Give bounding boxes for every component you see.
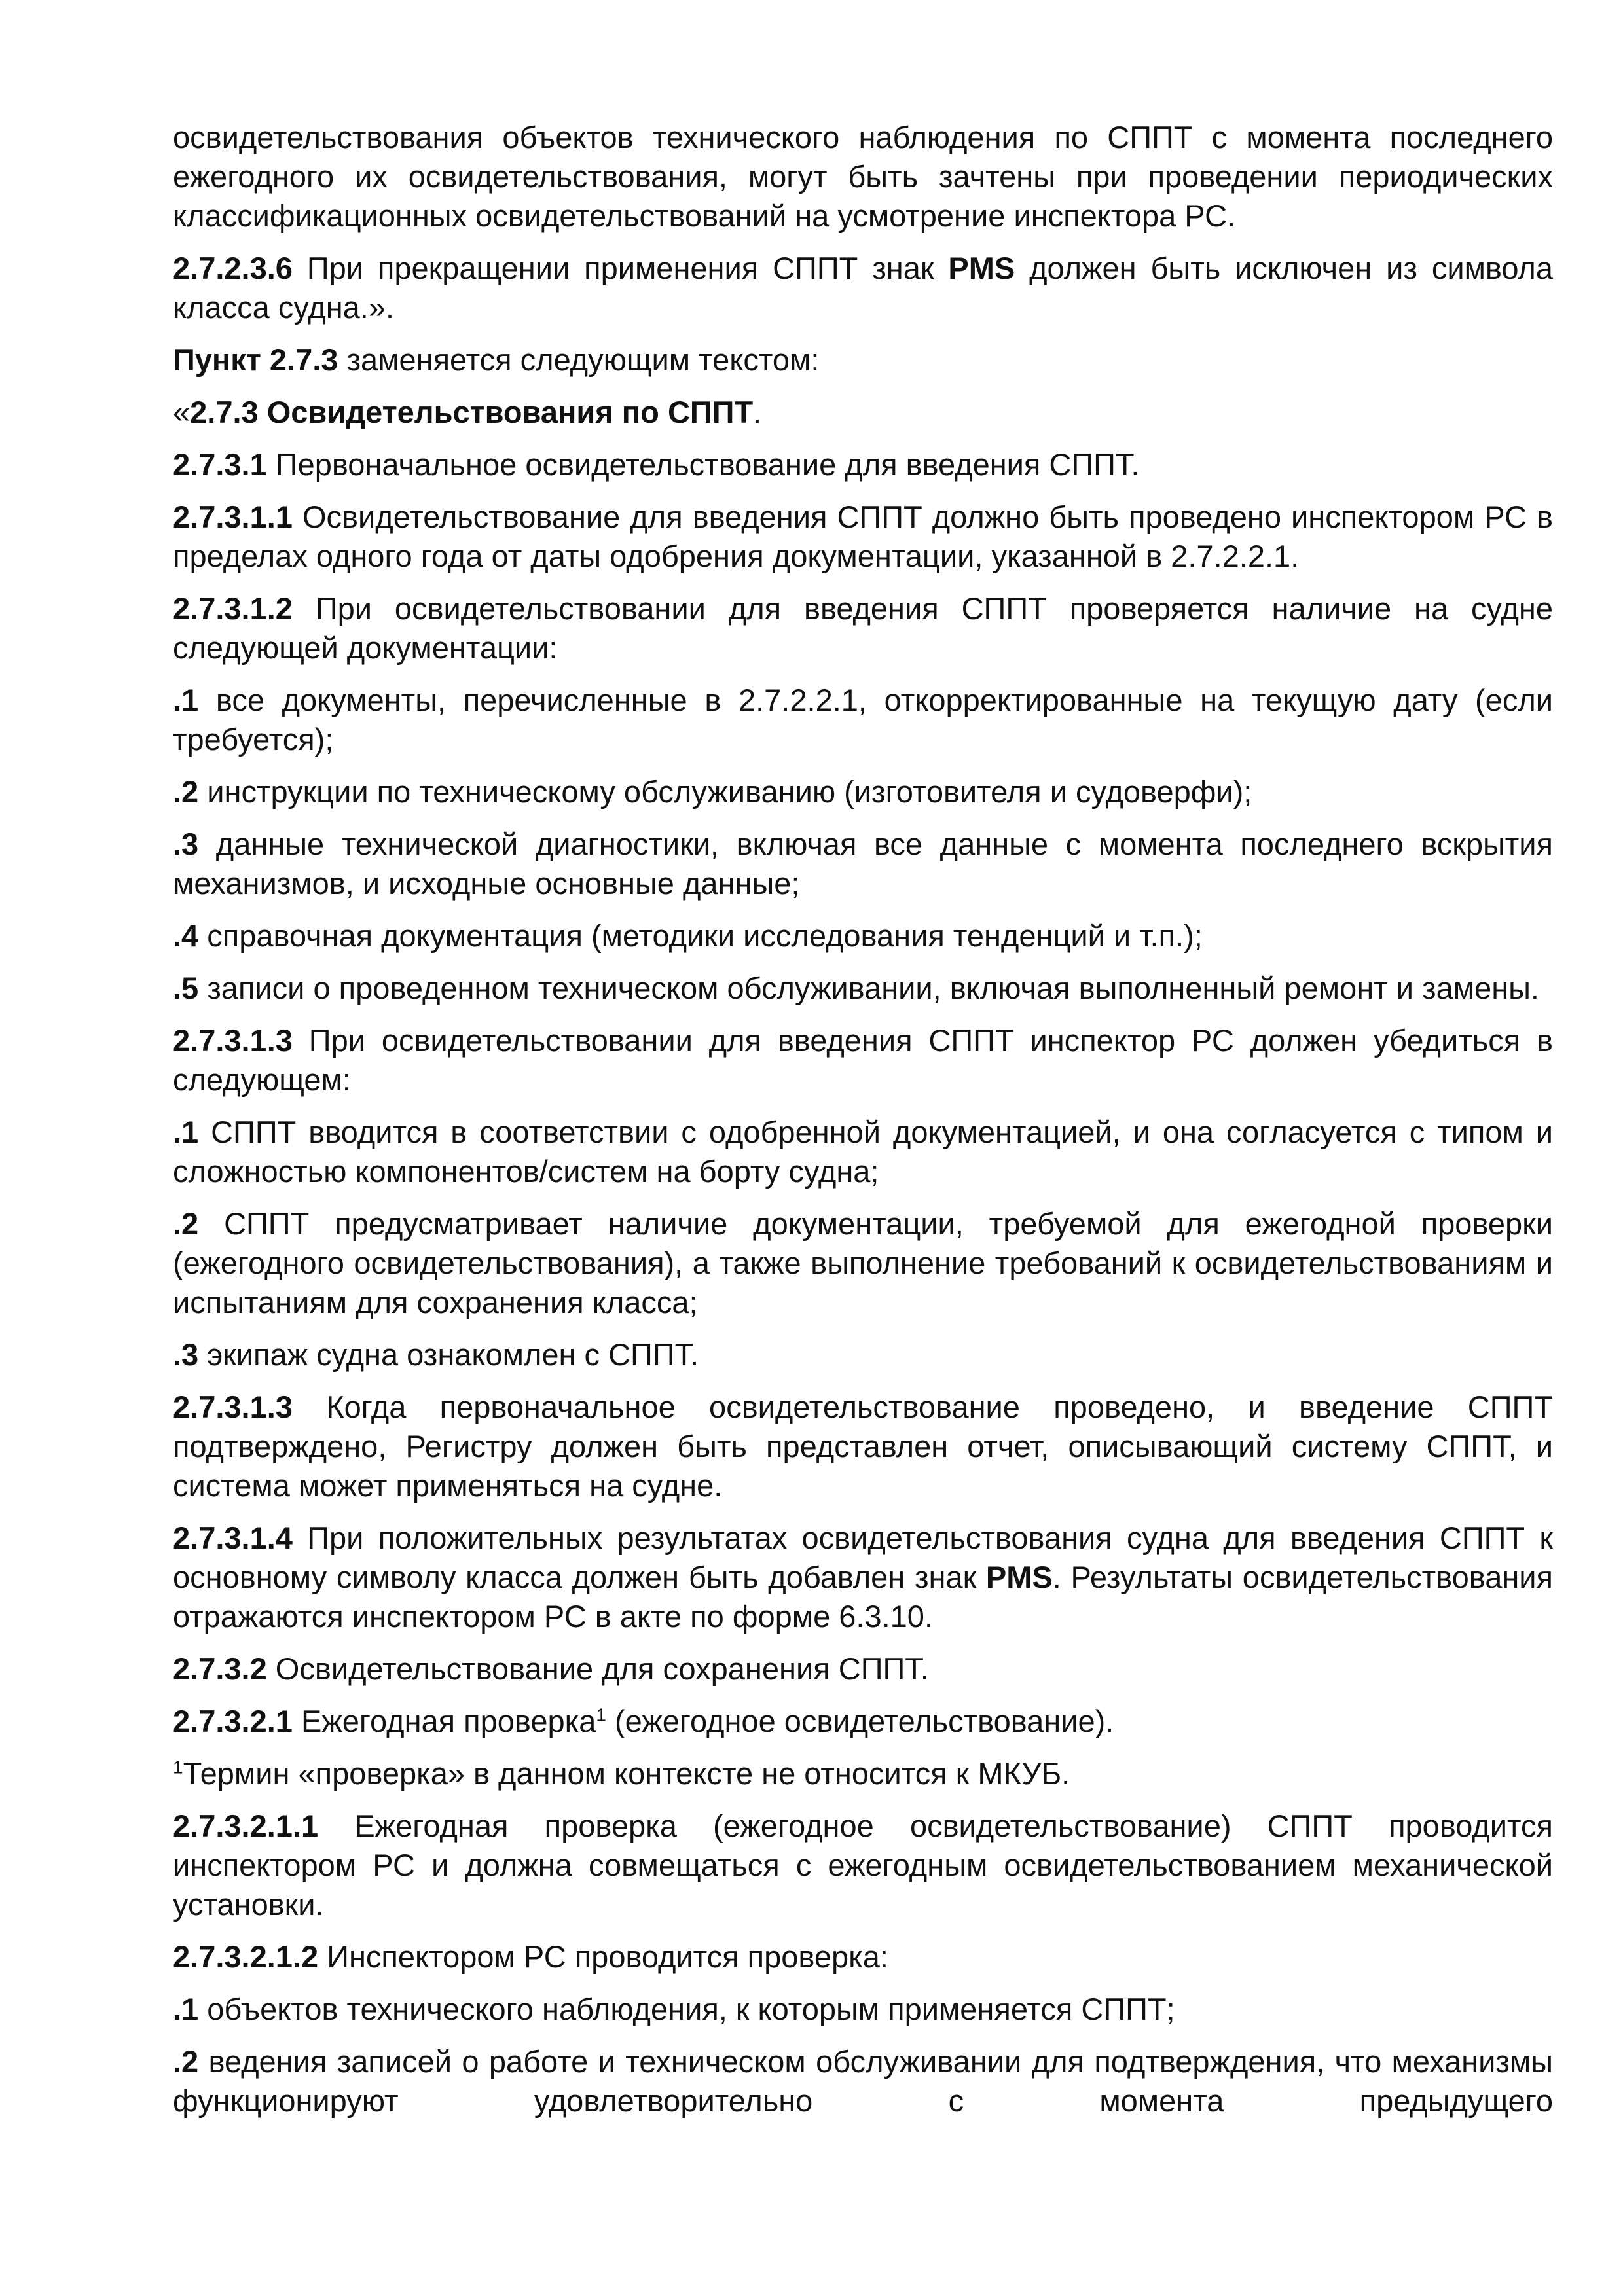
text-run: инструкции по техническому обслуживанию (изготовителя и судоверфи); (198, 774, 1252, 809)
bold-text: PMS (948, 251, 1015, 285)
paragraph (173, 393, 1553, 432)
bold-text: 2.7.3.2.1.2 (173, 1939, 319, 1974)
text-run: данные технической диагностики, включая все данные с момента последнего вскрытия механизмов, и исходные основные данные; (173, 827, 1553, 901)
list-item (173, 1990, 1553, 2029)
bold-text: 2.7.3.1 (173, 447, 267, 482)
text-run: объектов технического наблюдения, к которым применяется СППТ; (198, 1992, 1175, 2026)
text-run: освидетельствования объектов технического наблюдения по СППТ с момента последнего ежегодного их освидетельствования, могут быть зачтены при проведении периодических классификационных освидетельствований на усмотрение инспектора РС. (173, 120, 1553, 233)
bold-text: .4 (173, 918, 199, 953)
bold-text: 2.7.3.1.4 (173, 1520, 293, 1555)
paragraph (173, 340, 1553, 380)
text-run: . Результаты освидетельствования отражаются инспектором РС в акте по форме 6.3.10. (173, 1560, 1553, 1634)
bold-text: 2.7.3.1.2 (173, 591, 293, 626)
paragraph (173, 1649, 1553, 1689)
bold-text: 2.7.3 Освидетельствования по СППТ (190, 395, 754, 429)
bold-text: .5 (173, 971, 199, 1005)
text-run: Первоначальное освидетельствование для введения СППТ. (266, 447, 1140, 482)
bold-text: .3 (173, 1337, 199, 1372)
text-run: Освидетельствование для введения СППТ должно быть проведено инспектором РС в пределах одного года от даты одобрения документации, указанной в 2.7.2.2.1. (173, 499, 1553, 573)
bold-text: .2 (173, 774, 199, 809)
list-item (173, 1204, 1553, 1322)
paragraph (173, 445, 1553, 484)
footnote (173, 1754, 1553, 1793)
footnote-marker: 1 (596, 1704, 606, 1725)
bold-text: PMS (985, 1560, 1053, 1594)
paragraph (173, 118, 1553, 236)
list-item (173, 1335, 1553, 1374)
bold-text: .2 (173, 1206, 199, 1241)
text-run: Ежегодная проверка (292, 1704, 596, 1738)
text-run: При прекращении применения СППТ знак (292, 251, 949, 285)
text-run: СППТ вводится в соответствии с одобренной документацией, и она согласуется с типом и сложностью компонентов/систем на борту судна; (173, 1115, 1553, 1189)
text-run: Инспектором РС проводится проверка: (318, 1939, 888, 1974)
bold-text: .1 (173, 1115, 199, 1149)
paragraph (173, 249, 1553, 327)
bold-text: 2.7.2.3.6 (173, 251, 293, 285)
list-item (173, 969, 1553, 1008)
paragraph (173, 1388, 1553, 1505)
text-run: . (753, 395, 762, 429)
text-run: Когда первоначальное освидетельствование проведено, и введение СППТ подтверждено, Регистру должен быть представлен отчет, описывающий систему СППТ, и система может применяться на судне. (173, 1390, 1553, 1503)
paragraph (173, 1021, 1553, 1100)
text-run: Ежегодная проверка (ежегодное освидетельствование) СППТ проводится инспектором РС и должна совмещаться с ежегодным освидетельствованием механической установки. (173, 1808, 1553, 1922)
text-run: справочная документация (методики исследования тенденций и т.п.); (198, 918, 1203, 953)
footnote-marker: 1 (173, 1757, 183, 1778)
paragraph (173, 1806, 1553, 1924)
bold-text: .1 (173, 1992, 199, 2026)
bold-text: 2.7.3.2.1.1 (173, 1808, 319, 1843)
text-run: СППТ предусматривает наличие документации, требуемой для ежегодной проверки (ежегодного освидетельствования), а также выполнение требований к освидетельствованиям и испытаниям для сохранения класса; (173, 1206, 1553, 1319)
document-page (173, 118, 1553, 2134)
bold-text: .2 (173, 2044, 199, 2079)
paragraph (173, 1702, 1553, 1741)
list-item (173, 825, 1553, 903)
list-item (173, 1113, 1553, 1191)
text-run: заменяется следующим текстом: (338, 342, 820, 377)
paragraph (173, 1937, 1553, 1977)
text-run: (ежегодное освидетельствование). (606, 1704, 1114, 1738)
paragraph (173, 497, 1553, 576)
text-run: должен быть исключен из символа класса судна.». (173, 251, 1553, 325)
bold-text: 2.7.3.1.3 (173, 1390, 293, 1424)
bold-text: 2.7.3.2 (173, 1651, 267, 1686)
list-item (173, 681, 1553, 759)
list-item (173, 916, 1553, 956)
list-item (173, 2042, 1553, 2121)
list-item (173, 772, 1553, 812)
bold-text: Пункт 2.7.3 (173, 342, 338, 377)
bold-text: 2.7.3.1.3 (173, 1023, 293, 1058)
text-run: Освидетельствование для сохранения СППТ. (266, 1651, 929, 1686)
text-run: экипаж судна ознакомлен с СППТ. (198, 1337, 699, 1372)
bold-text: 2.7.3.2.1 (173, 1704, 293, 1738)
text-run: При положительных результатах освидетельствования судна для введения СППТ к основному символу класса должен быть добавлен знак (173, 1520, 1553, 1594)
text-run: Термин «проверка» в данном контексте не относится к МКУБ. (183, 1756, 1070, 1791)
bold-text: 2.7.3.1.1 (173, 499, 293, 534)
text-run: При освидетельствовании для введения СППТ проверяется наличие на судне следующей документации: (173, 591, 1553, 665)
bold-text: .3 (173, 827, 199, 861)
text-run: записи о проведенном техническом обслуживании, включая выполненный ремонт и замены. (198, 971, 1539, 1005)
text-run: все документы, перечисленные в 2.7.2.2.1, откорректированные на текущую дату (если требуется); (173, 683, 1553, 757)
paragraph (173, 589, 1553, 668)
text-run: ведения записей о работе и техническом обслуживании для подтверждения, что механизмы функционируют удовлетворительно с момента предыдущего (173, 2044, 1553, 2118)
text-run: При освидетельствовании для введения СППТ инспектор РС должен убедиться в следующем: (173, 1023, 1553, 1097)
text-run: « (173, 395, 191, 429)
paragraph (173, 1518, 1553, 1636)
bold-text: .1 (173, 683, 199, 717)
